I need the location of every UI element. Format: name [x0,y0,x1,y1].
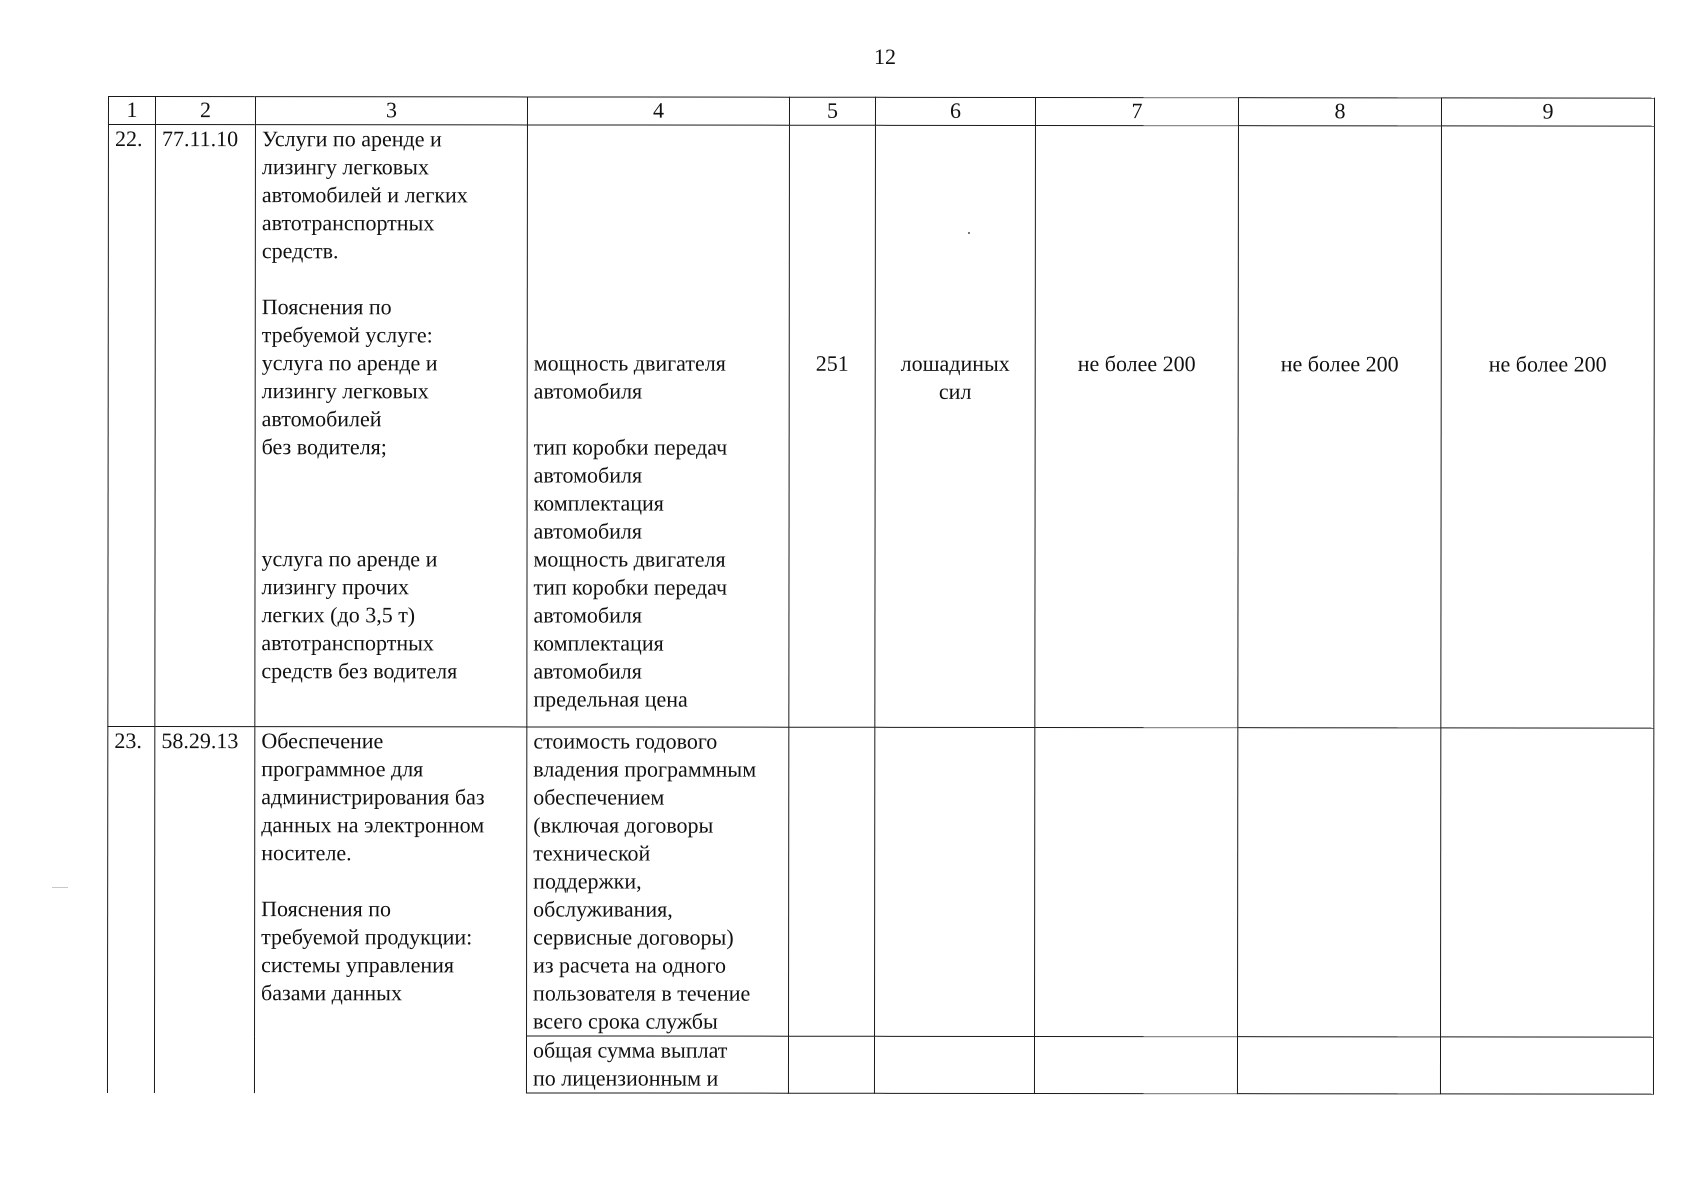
col-header-9: 9 [1441,98,1654,126]
empty-cell [1237,1037,1440,1094]
col-header-2: 2 [155,97,255,125]
row-number: 23. [107,727,154,1093]
page-number: 12 [874,44,896,69]
empty-cell [1440,1037,1653,1094]
empty-cell [1034,1036,1237,1093]
value-col-8: не более 200 [1238,126,1442,728]
col-header-4: 4 [527,97,789,125]
col-header-6: 6 [875,97,1035,125]
row-number: 22. [108,125,156,727]
value-col-9: не более 200 [1441,126,1655,728]
header-row [108,97,1654,127]
empty-cell [1035,727,1238,1036]
item-description: Услуги по аренде и лизингу легковых автомобилей и легких автотранспортных средств. Пояснения по требуемой услуге: услуга по аренде и лизингу легковых автомобилей без водителя; услуга по аренде и лизингу прочих легких (до 3,5 т) автотранспортных средств без водителя [255,125,528,727]
empty-cell [1441,728,1654,1037]
value-col-7: не более 200 [1035,125,1239,727]
empty-cell [789,727,875,1036]
empty-cell [875,727,1035,1036]
empty-cell [874,1036,1034,1093]
table-row-23 [108,727,1654,1038]
empty-cell [788,1036,874,1093]
col-header-1: 1 [108,97,155,125]
characteristics: мощность двигателя автомобиля тип коробки передач автомобиля комплектация автомобиля мощность двигателя тип коробки передач автомобиля комплектация автомобиля предельная цена [527,125,790,727]
col-header-7: 7 [1035,97,1238,125]
okei-code: 251 [789,125,876,727]
item-description: Обеспечение программное для администрирования баз данных на электронном носителе. Пояснения по требуемой продукции: системы управления базами данных [254,727,526,1093]
requirements-table [107,96,1655,1095]
scan-artifact-line [52,887,68,888]
okpd-code: 58.29.13 [154,727,254,1093]
col-header-3: 3 [255,97,527,125]
okpd-code: 77.11.10 [155,125,256,727]
table-row-22 [108,125,1655,729]
col-header-5: 5 [789,97,875,125]
characteristic-payments: общая сумма выплат по лицензионным и [526,1036,788,1093]
col-header-8: 8 [1238,98,1441,126]
unit-name: лошадиных сил [875,125,1036,727]
characteristic-cost: стоимость годового владения программным обеспечением (включая договоры технической поддержки, обслуживания, сервисные договоры) из расчета на одного пользователя в течение всего срока службы [527,727,789,1036]
empty-cell [1238,728,1441,1037]
